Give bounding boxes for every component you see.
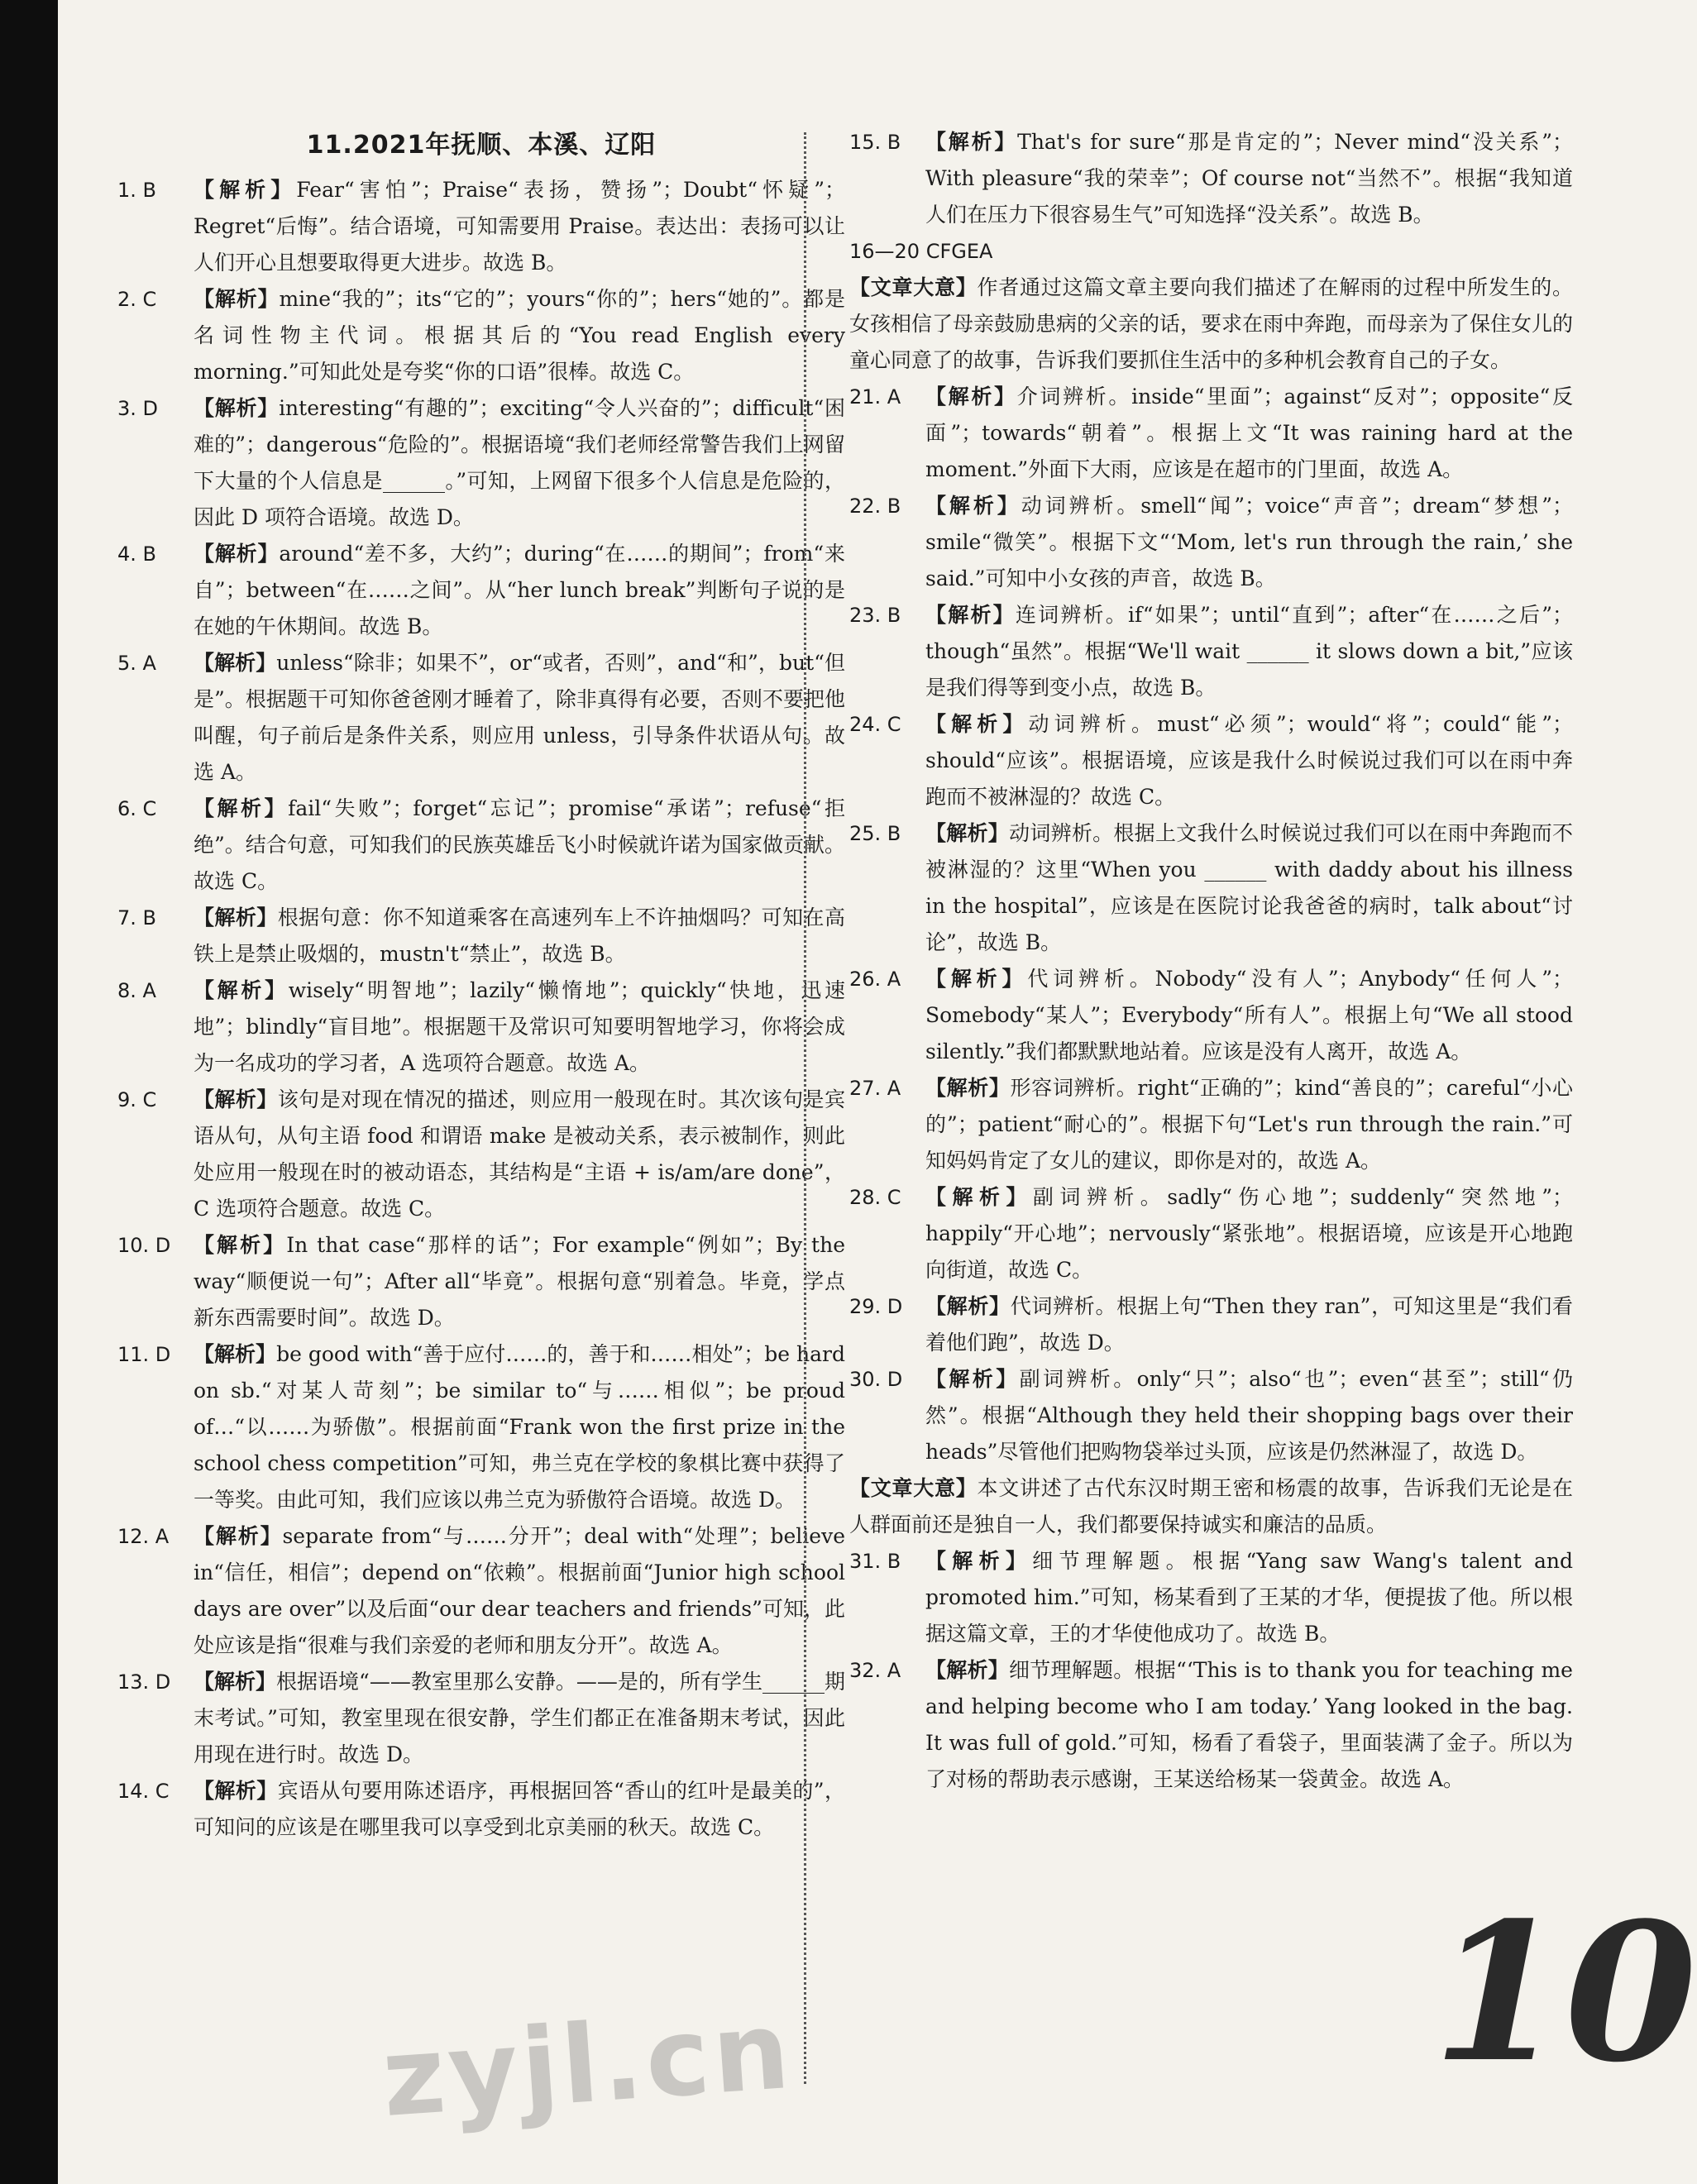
analysis-tag: 【解析】 bbox=[194, 796, 289, 820]
answer-number: 31. B bbox=[849, 1550, 901, 1573]
answer-item bbox=[849, 706, 1573, 815]
analysis-tag: 【解析】 bbox=[925, 1185, 1033, 1209]
summary-1-tag: 【文章大意】 bbox=[849, 275, 978, 299]
analysis-tag: 【解析】 bbox=[925, 712, 1029, 736]
answer-number: 13. D bbox=[117, 1670, 171, 1694]
answer-item bbox=[849, 1652, 1573, 1798]
answer-item bbox=[117, 1082, 845, 1227]
analysis-tag: 【解析】 bbox=[925, 385, 1017, 409]
summary-1 bbox=[849, 270, 1573, 379]
answer-number: 1. B bbox=[117, 179, 156, 202]
answer-item bbox=[117, 1773, 845, 1846]
answer-item bbox=[117, 536, 845, 645]
analysis-tag: 【解析】 bbox=[194, 1342, 277, 1366]
answer-number: 5. A bbox=[117, 652, 156, 675]
analysis-tag: 【解析】 bbox=[925, 967, 1028, 991]
answer-item bbox=[117, 1664, 845, 1773]
analysis-tag: 【解析】 bbox=[194, 396, 280, 420]
answer-item bbox=[849, 815, 1573, 961]
analysis-text: 动词辨析。must“必须”；would“将”；could“能”；should“应该”。根据语境，应该是我什么时候说过我们可以在雨中奔跑而不被淋湿的？故选 C。 bbox=[925, 712, 1573, 809]
analysis-text: 介词辨析。inside“里面”；against“反对”；opposite“反面”；towards“朝着”。根据上文“It was raining hard at the moment.”外面下大雨，应该是在超市的门里面，故选 A。 bbox=[925, 385, 1573, 481]
answer-item bbox=[849, 1361, 1573, 1470]
analysis-tag: 【解析】 bbox=[194, 542, 280, 566]
analysis-text: separate from“与……分开”；deal with“处理”；believe in“信任，相信”；depend on“依赖”。根据前面“Junior high school days are over”以及后面“our dear teachers and friends”可知，此处应该是指“很难与我们亲爱的老师和朋友分开”。故选 A。 bbox=[194, 1524, 845, 1657]
analysis-tag: 【解析】 bbox=[194, 906, 278, 930]
analysis-text: 副词辨析。sadly“伤心地”；suddenly“突然地”；happily“开心地”；nervously“紧张地”。根据语境，应该是开心地跑向街道，故选 C。 bbox=[925, 1185, 1573, 1282]
analysis-tag: 【解析】 bbox=[925, 1658, 1010, 1682]
analysis-text: 形容词辨析。right“正确的”；kind“善良的”；careful“小心的”；patient“耐心的”。根据下句“Let's run through the rain.”可知妈妈肯定了女儿的建议，即你是对的，故选 A。 bbox=[925, 1076, 1573, 1173]
answer-number: 21. A bbox=[849, 385, 901, 409]
answer-item bbox=[117, 973, 845, 1082]
answers-16-20: 16—20 CFGEA bbox=[849, 240, 993, 263]
answer-item bbox=[849, 488, 1573, 597]
answer-number: 15. B bbox=[849, 131, 901, 154]
section-title: 11.2021年抚顺、本溪、辽阳 bbox=[306, 131, 657, 160]
scan-edge-shadow bbox=[0, 0, 58, 2184]
analysis-text: wisely“明智地”；lazily“懒惰地”；quickly“快地，迅速地”；blindly“盲目地”。根据题干及常识可知要明智地学习，你将会成为一名成功的学习者，A 选项符合题意。故选 A。 bbox=[194, 978, 845, 1075]
answer-number: 28. C bbox=[849, 1186, 901, 1209]
page-number-fragment: 10 bbox=[1432, 1881, 1697, 2105]
analysis-tag: 【解析】 bbox=[925, 603, 1016, 627]
analysis-text: 细节理解题。根据“Yang saw Wang's talent and promoted him.”可知，杨某看到了王某的才华，便提拔了他。所以根据这篇文章，王的才华使他成功了。故选 B。 bbox=[925, 1549, 1573, 1646]
analysis-text: 宾语从句要用陈述语序，再根据回答“香山的红叶是最美的”，可知问的应该是在哪里我可以享受到北京美丽的秋天。故选 C。 bbox=[194, 1779, 845, 1839]
analysis-tag: 【解析】 bbox=[925, 494, 1021, 518]
analysis-tag: 【解析】 bbox=[194, 1524, 283, 1548]
analysis-text: 根据语境“——教室里那么安静。——是的，所有学生______期末考试。”可知，教室里现在很安静，学生们都正在准备期末考试，因此用现在进行时。故选 D。 bbox=[194, 1670, 845, 1766]
analysis-tag: 【解析】 bbox=[925, 1549, 1033, 1573]
watermark: zyjl.cn bbox=[378, 1986, 797, 2142]
analysis-tag: 【解析】 bbox=[194, 978, 289, 1002]
analysis-text: fail“失败”；forget“忘记”；promise“承诺”；refuse“拒绝”。结合句意，可知我们的民族英雄岳飞小时候就许诺为国家做贡献。故选 C。 bbox=[194, 796, 845, 893]
right-items-b bbox=[849, 379, 1573, 1470]
summary-2 bbox=[849, 1470, 1573, 1543]
analysis-text: 代词辨析。Nobody“没有人”；Anybody“任何人”；Somebody“某人”；Everybody“所有人”。根据上句“We all stood silently.”我们都默默地站着。应该是没有人离开，故选 A。 bbox=[925, 967, 1573, 1063]
answer-number: 6. C bbox=[117, 797, 157, 820]
analysis-text: 连词辨析。if“如果”；until“直到”；after“在……之后”；though“虽然”。根据“We'll wait ______ it slows down a bit,”应该是我们得等到变小点，故选 B。 bbox=[925, 603, 1573, 700]
answer-item bbox=[117, 1336, 845, 1518]
answer-number: 10. D bbox=[117, 1234, 171, 1257]
analysis-text: 该句是对现在情况的描述，则应用一般现在时。其次该句是宾语从句，从句主语 food 和谓语 make 是被动关系，表示被制作，则此处应用一般现在时的被动语态，其结构是“主语 + is/am/are done”，C 选项符合题意。故选 C。 bbox=[194, 1087, 845, 1221]
analysis-text: 根据句意：你不知道乘客在高速列车上不许抽烟吗？可知在高铁上是禁止吸烟的，mustn't“禁止”，故选 B。 bbox=[194, 906, 845, 966]
answer-number: 23. B bbox=[849, 604, 901, 627]
answer-item bbox=[849, 379, 1573, 488]
answer-number: 2. C bbox=[117, 288, 157, 311]
answer-item bbox=[849, 1288, 1573, 1361]
answer-number: 27. A bbox=[849, 1077, 901, 1100]
answer-number: 7. B bbox=[117, 906, 156, 930]
left-items bbox=[117, 172, 845, 1846]
answer-number: 4. B bbox=[117, 542, 156, 566]
analysis-text: 副词辨析。only“只”；also“也”；even“甚至”；still“仍然”。根据“Although they held their shopping bags over their heads”尽管他们把购物袋举过头顶，应该是仍然淋湿了，故选 D。 bbox=[925, 1367, 1573, 1464]
right-column bbox=[849, 124, 1573, 1798]
analysis-tag: 【解析】 bbox=[925, 1367, 1020, 1391]
answer-number: 29. D bbox=[849, 1295, 903, 1318]
analysis-text: mine“我的”；its“它的”；yours“你的”；hers“她的”。都是名词性物主代词。根据其后的“You read English every morning.”可知此处是夸奖“你的口语”很棒。故选 C。 bbox=[194, 287, 845, 384]
answer-number: 25. B bbox=[849, 822, 901, 845]
answer-item bbox=[849, 124, 1573, 233]
analysis-tag: 【解析】 bbox=[925, 821, 1010, 845]
answer-number: 8. A bbox=[117, 979, 156, 1002]
answer-item bbox=[117, 390, 845, 536]
answer-item bbox=[117, 172, 845, 281]
answer-number: 11. D bbox=[117, 1343, 171, 1366]
analysis-text: unless“除非；如果不”，or“或者，否则”，and“和”，but“但是”。根据题干可知你爸爸刚才睡着了，除非真得有必要，否则不要把他叫醒，句子前后是条件关系，则应用 unless，引导条件状语从句。故选 A。 bbox=[194, 651, 845, 784]
answer-number: 32. A bbox=[849, 1659, 901, 1682]
answer-number: 24. C bbox=[849, 713, 901, 736]
analysis-text: around“差不多，大约”；during“在……的期间”；from“来自”；between“在……之间”。从“her lunch break”判断句子说的是在她的午休期间。故选 B。 bbox=[194, 542, 845, 638]
analysis-tag: 【解析】 bbox=[925, 130, 1018, 154]
answer-item bbox=[117, 281, 845, 390]
analysis-tag: 【解析】 bbox=[194, 178, 297, 202]
answer-item bbox=[849, 1179, 1573, 1288]
answer-number: 26. A bbox=[849, 968, 901, 991]
analysis-text: be good with“善于应付……的，善于和……相处”；be hard on sb.“对某人苛刻”；be similar to“与……相似”；be proud of…“以……为骄傲”。根据前面“Frank won the first prize in the school chess competition”可知，弗兰克在学校的象棋比赛中获得了一等奖。由此可知，我们应该以弗兰克为骄傲符合语境。故选 D。 bbox=[194, 1342, 845, 1512]
analysis-text: 代词辨析。根据上句“Then they ran”，可知这里是“我们看着他们跑”，故选 D。 bbox=[925, 1294, 1573, 1355]
column-divider bbox=[804, 132, 806, 2084]
analysis-tag: 【解析】 bbox=[194, 1087, 278, 1111]
analysis-tag: 【解析】 bbox=[925, 1076, 1011, 1100]
analysis-text: 动词辨析。根据上文我什么时候说过我们可以在雨中奔跑而不被淋湿的？这里“When you ______ with daddy about his illness in the hospital”，应该是在医院讨论我爸爸的病时，talk about“讨论”，故选 B。 bbox=[925, 821, 1573, 954]
answer-number: 22. B bbox=[849, 495, 901, 518]
analysis-text: Fear“害怕”；Praise“表扬，赞扬”；Doubt“怀疑”；Regret“后悔”。结合语境，可知需要用 Praise。表达出：表扬可以让人们开心且想要取得更大进步。故选 B。 bbox=[194, 178, 845, 275]
answer-item bbox=[849, 1543, 1573, 1652]
answer-item bbox=[849, 1070, 1573, 1179]
answer-number: 30. D bbox=[849, 1368, 903, 1391]
answer-item bbox=[117, 1227, 845, 1336]
answer-number: 12. A bbox=[117, 1525, 170, 1548]
analysis-text: In that case“那样的话”；For example“例如”；By the way“顺便说一句”；After all“毕竟”。根据句意“别着急。毕竟，学点新东西需要时间”。故选 D。 bbox=[194, 1233, 845, 1330]
analysis-text: That's for sure“那是肯定的”；Never mind“没关系”；With pleasure“我的荣幸”；Of course not“当然不”。根据“我知道人们在压力下很容易生气”可知选择“没关系”。故选 B。 bbox=[925, 130, 1573, 227]
analysis-tag: 【解析】 bbox=[194, 1779, 278, 1803]
analysis-text: 细节理解题。根据“‘This is to thank you for teaching me and helping become who I am today.’ Yang looked in the bag. It was full of gold.”可知，杨看了看袋子，里面装满了金子。所以为了对杨的帮助表示感谢，王某送给杨某一袋黄金。故选 A。 bbox=[925, 1658, 1573, 1791]
answer-item bbox=[117, 791, 845, 900]
answer-item bbox=[849, 597, 1573, 706]
analysis-text: interesting“有趣的”；exciting“令人兴奋的”；difficult“困难的”；dangerous“危险的”。根据语境“我们老师经常警告我们上网留下大量的个人信息是______。”可知，上网留下很多个人信息是危险的，因此 D 项符合语境。故选 D。 bbox=[194, 396, 845, 529]
analysis-tag: 【解析】 bbox=[194, 1670, 277, 1694]
answer-number: 14. C bbox=[117, 1780, 170, 1803]
right-items-a bbox=[849, 124, 1573, 233]
answer-number: 9. C bbox=[117, 1088, 157, 1111]
summary-2-text: 本文讲述了古代东汉时期王密和杨震的故事，告诉我们无论是在人群面前还是独自一人，我们都要保持诚实和廉洁的品质。 bbox=[849, 1476, 1573, 1536]
answer-item bbox=[117, 1518, 845, 1664]
right-items-c bbox=[849, 1543, 1573, 1798]
analysis-tag: 【解析】 bbox=[194, 1233, 287, 1257]
summary-1-text: 作者通过这篇文章主要向我们描述了在解雨的过程中所发生的。女孩相信了母亲鼓励患病的父亲的话，要求在雨中奔跑，而母亲为了保住女儿的童心同意了的故事，告诉我们要抓住生活中的多种机会教育自己的子女。 bbox=[849, 275, 1574, 372]
analysis-tag: 【解析】 bbox=[194, 651, 277, 675]
answer-item bbox=[117, 645, 845, 791]
summary-2-tag: 【文章大意】 bbox=[849, 1476, 978, 1500]
analysis-tag: 【解析】 bbox=[925, 1294, 1011, 1318]
answer-number: 3. D bbox=[117, 397, 159, 420]
answer-item bbox=[117, 900, 845, 973]
analysis-tag: 【解析】 bbox=[194, 287, 280, 311]
left-column bbox=[117, 124, 845, 1846]
answer-page bbox=[68, 0, 1697, 2184]
answer-item bbox=[849, 961, 1573, 1070]
analysis-text: 动词辨析。smell“闻”；voice“声音”；dream“梦想”；smile“微笑”。根据下文“‘Mom, let's run through the rain,’ she said.”可知中小女孩的声音，故选 B。 bbox=[925, 494, 1573, 590]
